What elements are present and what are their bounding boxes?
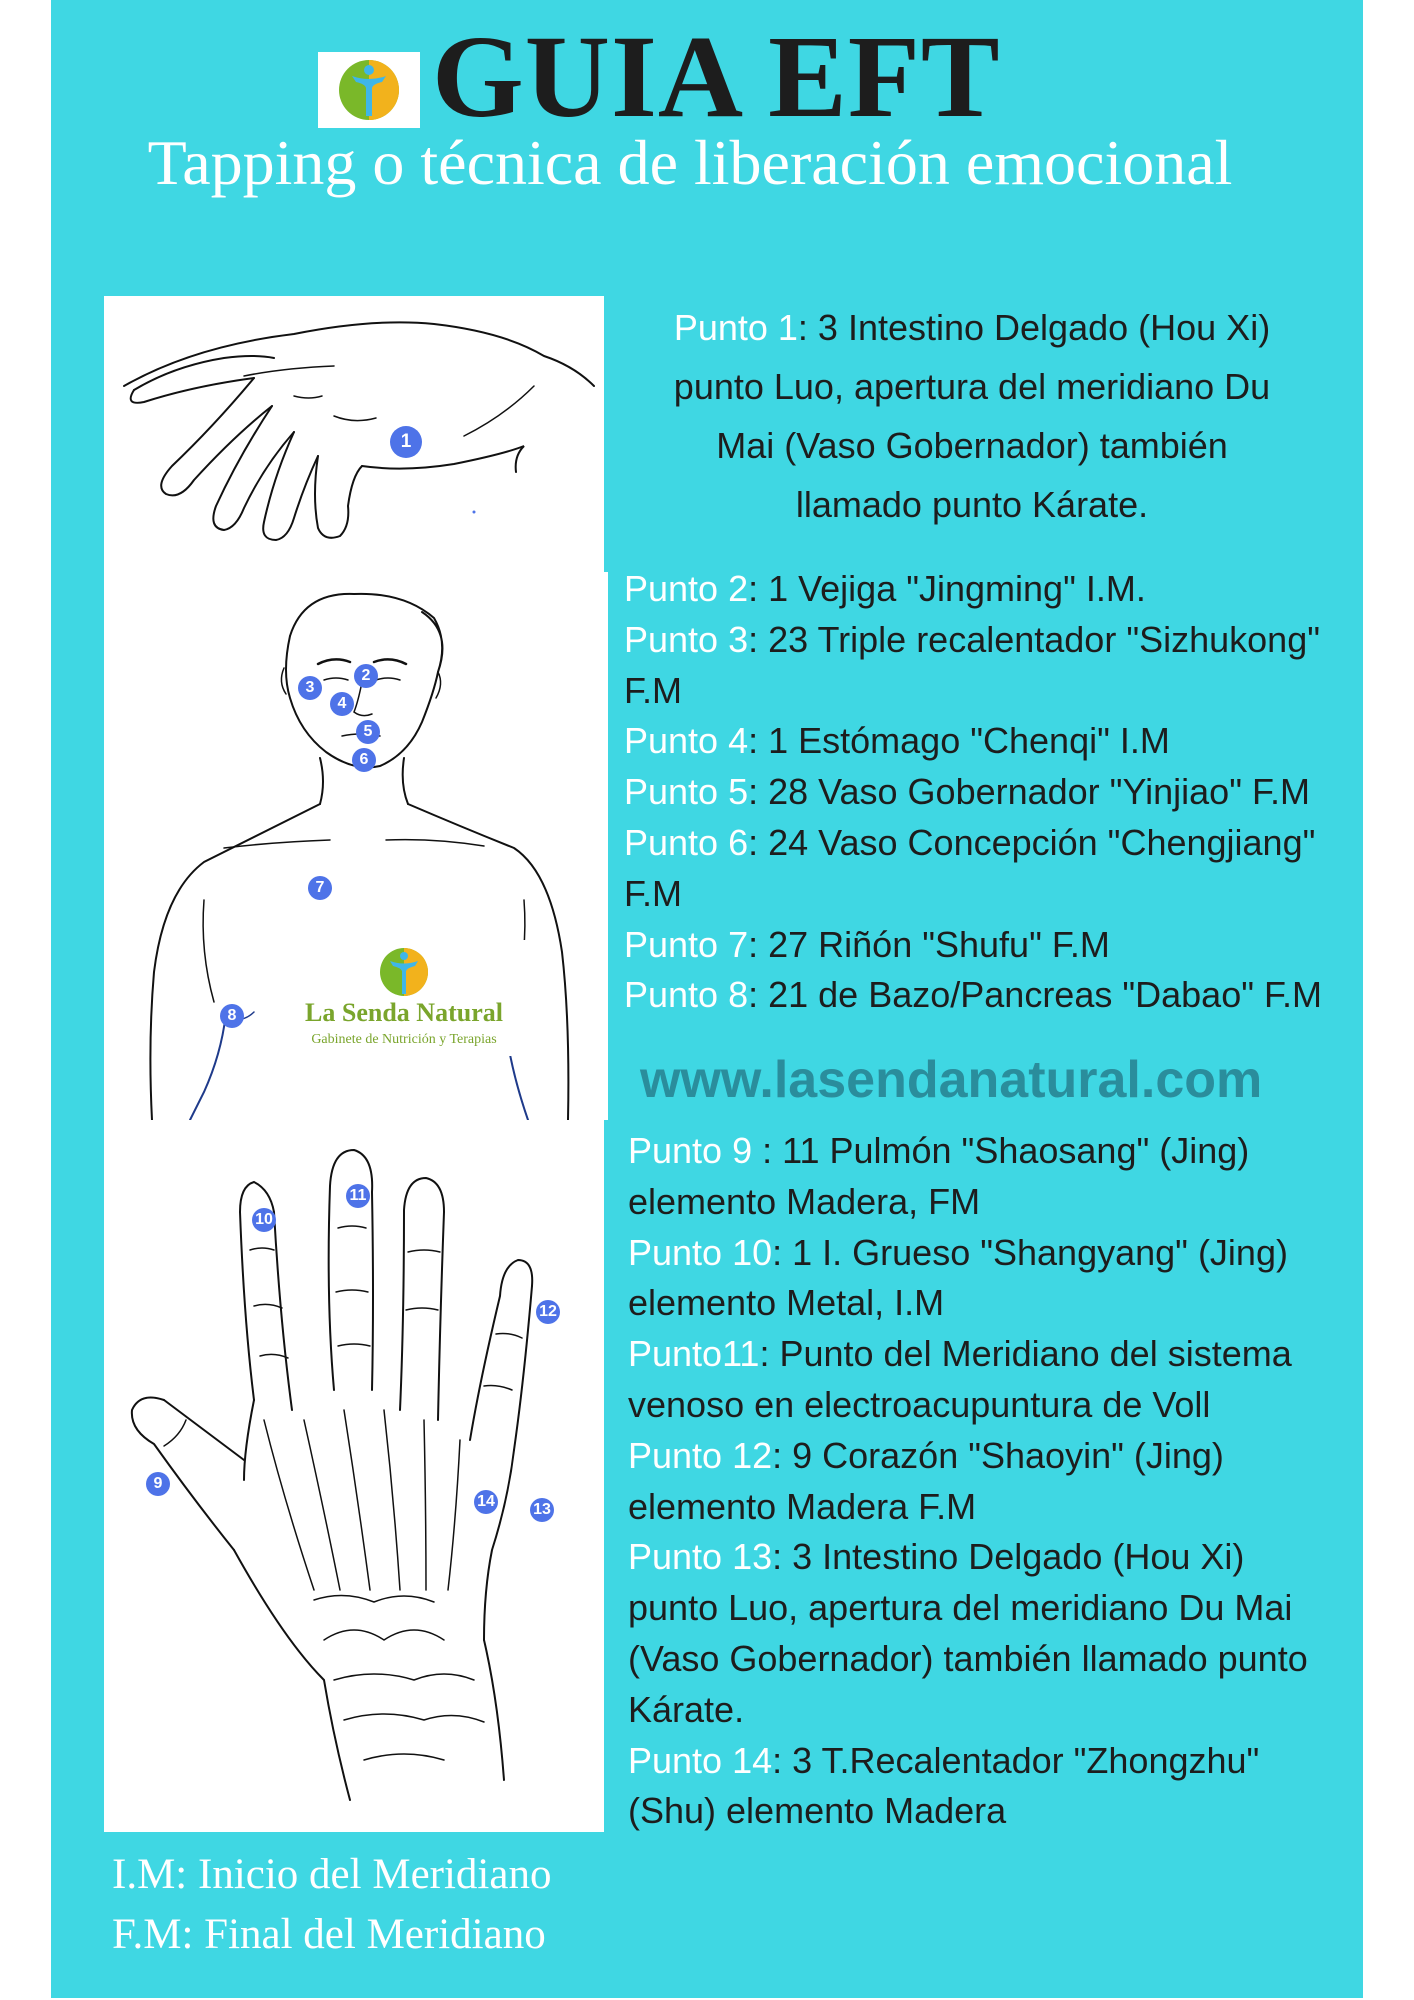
hand-side-illustration — [104, 296, 604, 572]
point-marker-2: 2 — [354, 664, 378, 688]
point-marker-8: 8 — [220, 1004, 244, 1028]
point-marker-3: 3 — [298, 676, 322, 700]
points-2-8-description: Punto 2: 1 Vejiga "Jingming" I.M. Punto 3: 23 Triple recalentador "Sizhukong" F.M Punto 4: 1 Estómago "Chenqi" I.M Punto 5: 28 Vaso Gobernador "Yinjiao" F.M Punto 6: 24 Vaso Concepción "Chengjiang" F.M Punto 7: 27 Riñón "Shufu" F.M Punto 8: 21 de Bazo/Pancreas "Dabao" F.M — [624, 568, 1322, 1016]
website-link[interactable]: www.lasendanatural.com — [640, 1051, 1263, 1109]
face-torso-illustration — [104, 572, 608, 1120]
point-marker-6: 6 — [352, 748, 376, 772]
point-marker-7: 7 — [308, 876, 332, 900]
point-1-description: Punto 1: 3 Intestino Delgado (Hou Xi) punto Luo, apertura del meridiano Du Mai (Vaso Gobernador) también llamado punto Kárate. — [673, 307, 1271, 525]
point-marker-10: 10 — [252, 1208, 276, 1232]
point-marker-12: 12 — [536, 1300, 560, 1324]
legend-fm: F.M: Final del Meridiano — [112, 1911, 546, 1958]
page-subtitle: Tapping o técnica de liberación emocional — [147, 127, 1233, 198]
page-title: GUIA EFT — [432, 11, 1001, 142]
point-marker-5: 5 — [356, 720, 380, 744]
point-marker-9: 9 — [146, 1472, 170, 1496]
point-marker-13: 13 — [530, 1498, 554, 1522]
legend-im: I.M: Inicio del Meridiano — [112, 1851, 552, 1898]
brand-tagline: Gabinete de Nutrición y Terapias — [311, 1032, 497, 1047]
brand-card — [280, 940, 528, 1056]
point-marker-4: 4 — [330, 692, 354, 716]
abbreviation-legend — [112, 1845, 551, 1965]
hand-skeleton-illustration — [104, 1120, 604, 1832]
points-9-14-description: Punto 9 : 11 Pulmón "Shaosang" (Jing) elemento Madera, FM Punto 10: 1 I. Grueso "Shangyang" (Jing) elemento Metal, I.M Punto11: Punto del Meridiano del sistema venoso en electroacupuntura de Voll Punto 12: 9 Corazón "Shaoyin" (Jing) elemento Madera F.M Punto 13: 3 Intestino Delgado (Hou Xi) punto Luo, apertura del meridiano Du Mai (Vaso Gobernador) también llamado punto Kárate. Punto 14: 3 T.Recalentador "Zhongzhu" (Shu) elemento Madera — [628, 1130, 1308, 1832]
logo — [318, 52, 420, 128]
brand-name: La Senda Natural — [305, 998, 503, 1027]
point-marker-1: 1 — [390, 426, 422, 458]
point-marker-11: 11 — [346, 1184, 370, 1208]
point-marker-14: 14 — [474, 1490, 498, 1514]
